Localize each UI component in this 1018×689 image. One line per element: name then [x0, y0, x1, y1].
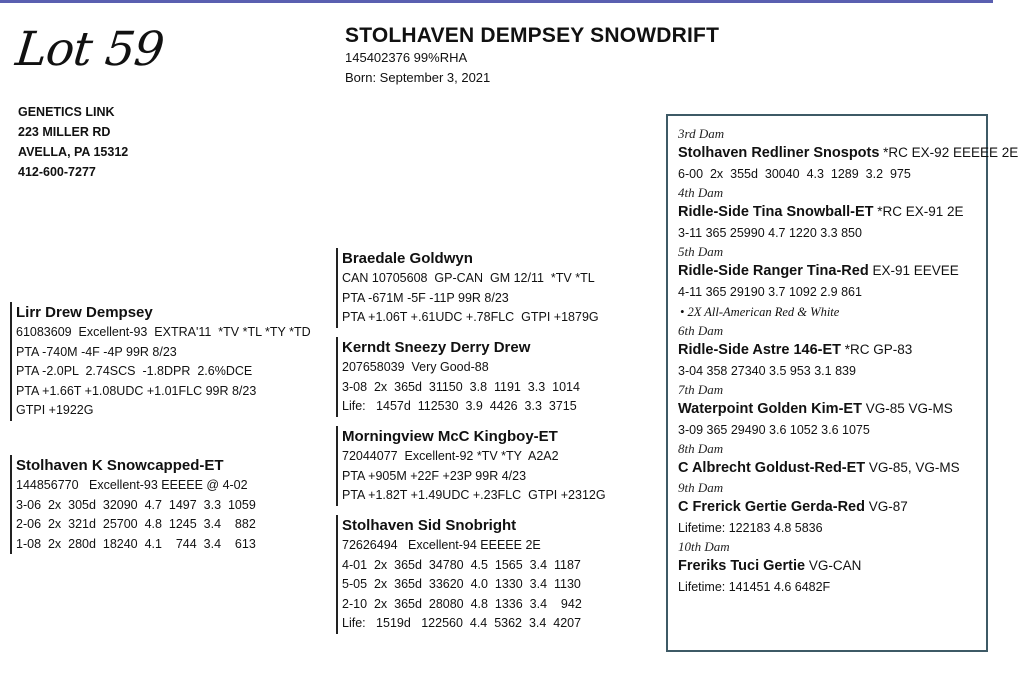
dam-entry-note: • 2X All-American Red & White: [680, 305, 840, 319]
dam-entry-name: C Albrecht Goldust-Red-ET: [678, 460, 866, 476]
dam-entry-classification: EX-91 EEVEE: [868, 263, 959, 278]
dam-entry-name: Freriks Tuci Gertie: [678, 558, 806, 574]
dam-sire-block: [336, 426, 606, 506]
dam-entry: [678, 381, 986, 440]
dam-entry-stats: 3-04 358 27340 3.5 953 3.1 839: [678, 364, 856, 378]
dam-entry-name: Waterpoint Golden Kim-ET: [678, 401, 862, 417]
dam-entry-name: C Frerick Gertie Gerda-Red: [678, 499, 865, 515]
sire-line: 61083609 Excellent-93 EXTRA'11 *TV *TL *TY *TD: [16, 325, 311, 339]
dam-entry-stats: 3-09 365 29490 3.6 1052 3.6 1075: [678, 423, 870, 437]
sire-dam-line: Life: 1457d 112530 3.9 4426 3.3 3715: [342, 399, 577, 413]
dam-entry-name: Stolhaven Redliner Snospots: [678, 145, 880, 161]
animal-header: [345, 24, 719, 88]
maternal-line-box: [666, 114, 1018, 652]
dam-sire-name: Morningview McC Kingboy-ET: [342, 428, 558, 445]
dam-dam-line: 72626494 Excellent-94 EEEEE 2E: [342, 538, 541, 552]
dam-generation-label: 6th Dam: [678, 323, 724, 338]
dam-generation-label: 4th Dam: [678, 185, 724, 200]
sire-sire-block: [336, 248, 599, 328]
dam-line: 1-08 2x 280d 18240 4.1 744 3.4 613: [16, 536, 256, 551]
dam-dam-line: 4-01 2x 365d 34780 4.5 1565 3.4 1187: [342, 557, 581, 572]
dam-generation-label: 9th Dam: [678, 480, 724, 495]
dam-entry-classification: VG-85, VG-MS: [865, 460, 960, 475]
dam-dam-block: [336, 515, 582, 634]
dam-dam-line: 2-10 2x 365d 28080 4.8 1336 3.4 942: [342, 596, 582, 611]
sire-dam-block: [336, 337, 580, 417]
dam-entry-classification: VG-87: [864, 499, 908, 514]
top-rule: [0, 0, 993, 3]
dam-block: [10, 455, 256, 554]
dam-entry-stats: 4-11 365 29190 3.7 1092 2.9 861: [678, 285, 862, 299]
sire-line: PTA +1.66T +1.08UDC +1.01FLC 99R 8/23: [16, 383, 257, 398]
dam-entry: [678, 440, 986, 479]
dam-entry-stats: Lifetime: 122183 4.8 5836: [678, 521, 823, 535]
dam-entry: [678, 538, 986, 597]
sire-sire-line: CAN 10705608 GP-CAN GM 12/11 *TV *TL: [342, 271, 595, 285]
sire-sire-name: Braedale Goldwyn: [342, 250, 473, 267]
dam-entry-stats: 3-11 365 25990 4.7 1220 3.3 850: [678, 226, 862, 240]
dam-entry-name: Ridle-Side Tina Snowball-ET: [678, 204, 874, 220]
dam-entry-stats: 6-00 2x 355d 30040 4.3 1289 3.2 975: [678, 167, 911, 181]
dam-entry-classification: VG-85 VG-MS: [861, 401, 953, 416]
sire-line: GTPI +1922G: [16, 403, 94, 417]
dam-generation-label: 10th Dam: [678, 539, 730, 554]
dam-line: 144856770 Excellent-93 EEEEE @ 4-02: [16, 478, 248, 492]
sire-name: Lirr Drew Dempsey: [16, 304, 153, 321]
sire-dam-line: 3-08 2x 365d 31150 3.8 1191 3.3 1014: [342, 379, 580, 394]
sire-dam-line: 207658039 Very Good-88: [342, 360, 489, 374]
dam-generation-label: 5th Dam: [678, 244, 724, 259]
dam-generation-label: 7th Dam: [678, 382, 724, 397]
dam-dam-name: Stolhaven Sid Snobright: [342, 517, 517, 534]
dam-entry: [678, 322, 986, 381]
animal-birthdate: Born: September 3, 2021: [345, 70, 491, 85]
dam-entry: [678, 243, 986, 322]
dam-entry: [678, 125, 1018, 184]
dam-entry: [678, 184, 986, 243]
dam-entry-classification: VG-CAN: [805, 558, 862, 573]
sire-sire-line: PTA +1.06T +.61UDC +.78FLC GTPI +1879G: [342, 310, 599, 324]
consignor-info: [18, 102, 128, 182]
dam-sire-line: PTA +1.82T +1.49UDC +.23FLC GTPI +2312G: [342, 488, 606, 502]
lot-title: Lot 59: [13, 22, 167, 77]
dam-entry-name: Ridle-Side Astre 146-ET: [678, 342, 842, 358]
consignor-address1: 223 MILLER RD: [18, 125, 111, 139]
dam-line: 3-06 2x 305d 32090 4.7 1497 3.3 1059: [16, 497, 256, 512]
sire-sire-line: PTA -671M -5F -11P 99R 8/23: [342, 290, 509, 305]
dam-entry-classification: *RC EX-92 EEEEE 2E: [879, 145, 1018, 160]
dam-entry-stats: Lifetime: 141451 4.6 6482F: [678, 580, 831, 594]
dam-generation-label: 8th Dam: [678, 441, 724, 456]
dam-entry-classification: *RC GP-83: [841, 342, 913, 357]
dam-entry: [678, 479, 986, 538]
animal-registration: 145402376 99%RHA: [345, 50, 468, 65]
dam-generation-label: 3rd Dam: [678, 126, 725, 141]
animal-name: STOLHAVEN DEMPSEY SNOWDRIFT: [345, 24, 720, 47]
dam-line: 2-06 2x 321d 25700 4.8 1245 3.4 882: [16, 517, 256, 531]
dam-entry-name: Ridle-Side Ranger Tina-Red: [678, 263, 869, 279]
sire-line: PTA -2.0PL 2.74SCS -1.8DPR 2.6%DCE: [16, 364, 253, 378]
sire-dam-name: Kerndt Sneezy Derry Drew: [342, 339, 531, 356]
sire-block: [10, 302, 311, 421]
dam-sire-line: PTA +905M +22F +23P 99R 4/23: [342, 468, 527, 483]
dam-entry-classification: *RC EX-91 2E: [873, 204, 964, 219]
dam-dam-line: Life: 1519d 122560 4.4 5362 3.4 4207: [342, 616, 582, 630]
consignor-phone: 412-600-7277: [18, 165, 96, 179]
consignor-address2: AVELLA, PA 15312: [18, 145, 129, 159]
consignor-name: GENETICS LINK: [18, 105, 115, 119]
sire-line: PTA -740M -4F -4P 99R 8/23: [16, 344, 177, 359]
dam-sire-line: 72044077 Excellent-92 *TV *TY A2A2: [342, 449, 559, 463]
dam-name: Stolhaven K Snowcapped-ET: [16, 457, 224, 474]
dam-dam-line: 5-05 2x 365d 33620 4.0 1330 3.4 1130: [342, 577, 581, 591]
